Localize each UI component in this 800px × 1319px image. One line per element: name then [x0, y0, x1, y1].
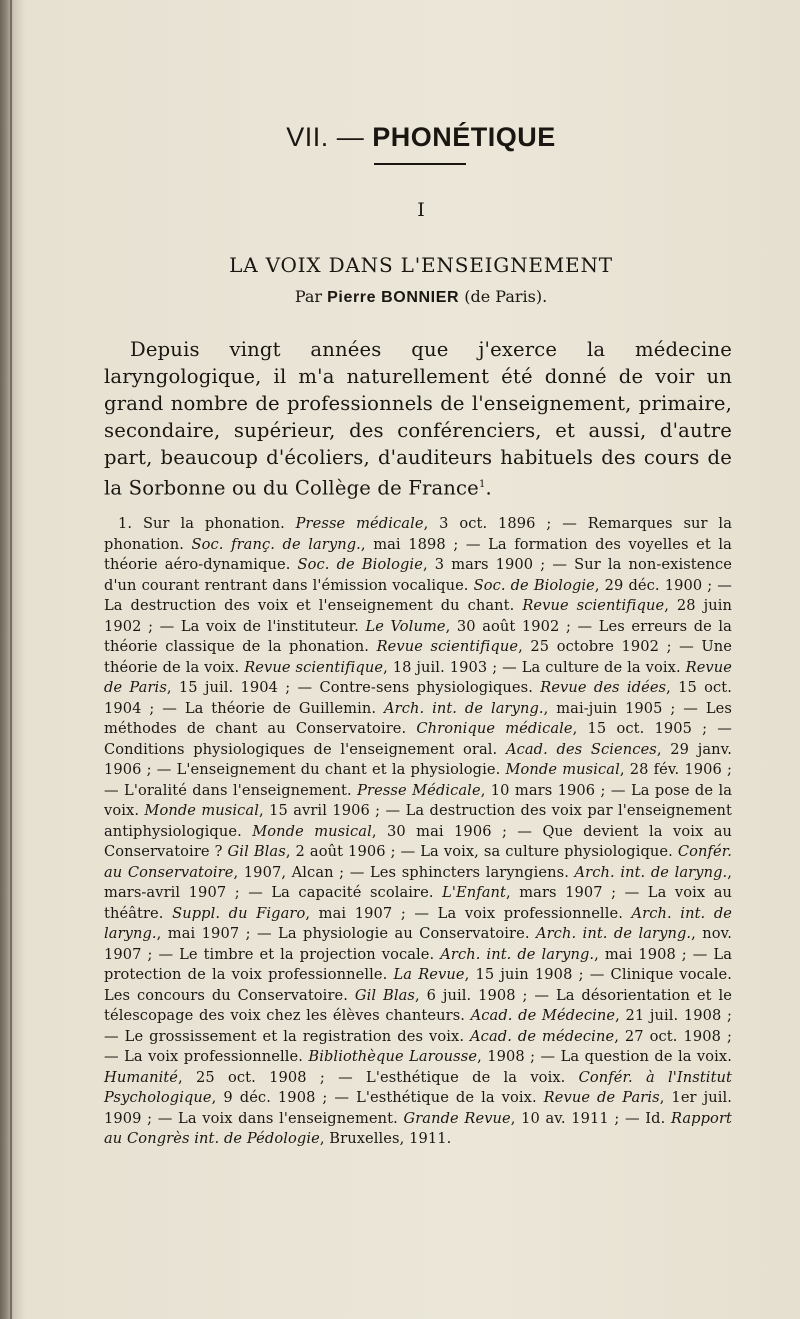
footnote-text: , 28 juin 1902 ; — La voix de l'instituteur.	[104, 597, 732, 635]
body-paragraph	[104, 336, 732, 502]
footnote-text: , 15 juil. 1904 ; — Contre-sens physiologiques.	[166, 679, 541, 696]
footnote-source-title: L'Enfant	[442, 884, 507, 901]
footnote-source-title: Soc. de Biologie	[473, 576, 595, 594]
title-rule	[374, 163, 466, 165]
footnote-text: , mars 1907 ; — La voix au théâtre.	[104, 884, 732, 922]
footnote-source-title: Monde musical	[144, 802, 260, 819]
footnote-text: , 10 mars 1906 ; — La pose de la voix.	[104, 781, 733, 819]
body-end: .	[485, 476, 492, 500]
footnote-text: , 21 juil. 1908 ; — Le grossissement et la registration des voix.	[104, 1007, 733, 1045]
chapter-title	[104, 122, 738, 153]
footnote-source-title: Revue de Paris	[543, 1089, 660, 1106]
footnote-text: , 15 juin 1908 ; — Clinique vocale. Les concours du Conservatoire.	[104, 966, 732, 1004]
footnote-source-title: Arch. int. de laryng.	[440, 945, 595, 963]
footnote-source-title: Chronique médicale	[416, 720, 573, 737]
footnote-text: , 1908 ; — La question de la voix.	[477, 1048, 732, 1065]
footnote-source-title: Arch. int. de laryng.	[383, 699, 544, 717]
section-number: I	[417, 199, 425, 221]
footnote-text: , 29 janv. 1906 ; — L'enseignement du chant et la physiologie.	[104, 740, 732, 778]
author-name: Pierre BONNIER	[327, 289, 460, 306]
footnote-text: , 29 déc. 1900 ; — La destruction des voix et l'enseignement du chant.	[104, 576, 732, 614]
footnote-text: , mai 1908 ; — La protection de la voix professionnelle.	[104, 945, 733, 983]
footnote-source-title: Acad. de Médecine	[470, 1007, 616, 1024]
footnote-source-title: Revue de Paris	[104, 658, 733, 696]
footnote-reference: 1	[478, 479, 486, 490]
footnote-source-title: Le Volume	[365, 617, 446, 635]
footnote-source-title: Acad. des Sciences	[505, 740, 657, 758]
footnote-text: , Bruxelles, 1911.	[319, 1130, 452, 1147]
footnote-text: , 9 déc. 1908 ; — L'esthétique de la voix.	[211, 1089, 544, 1106]
footnote-text: , 15 oct. 1905 ; — Conditions physiologiques de l'enseignement oral.	[104, 720, 732, 758]
footnote-text: , 1907, Alcan ; — Les sphincters laryngiens.	[233, 863, 575, 881]
footnote-source-title: Presse Médicale	[357, 781, 481, 799]
footnote-source-title: La Revue	[393, 966, 465, 983]
footnote-source-title: Revue scientifique	[244, 658, 384, 676]
footnote-text: , 25 oct. 1908 ; — L'esthétique de la voix.	[178, 1068, 579, 1086]
footnote-text: , nov. 1907 ; — Le timbre et la projection vocale.	[104, 925, 732, 963]
footnote-text: , 3 mars 1900 ; — Sur la non-existence d'un courant rentrant dans l'émission vocalique.	[104, 556, 733, 594]
footnote-source-title: Confér. à l'Institut Psychologique	[104, 1068, 732, 1106]
footnote-text: , 2 août 1906 ; — La voix, sa culture physiologique.	[285, 843, 678, 860]
footnote-text: , 15 oct. 1904 ; — La théorie de Guillemin.	[104, 679, 732, 717]
footnote-source-title: Soc. franç. de laryng.	[191, 535, 361, 553]
byline	[104, 287, 738, 307]
footnote-text: , 10 av. 1911 ; — Id.	[510, 1109, 671, 1127]
binding-edge	[10, 0, 12, 1319]
footnote-text: , 30 mai 1906 ; — Que devient la voix au Conservatoire ?	[104, 822, 732, 860]
footnote-text: , mai 1907 ; — La voix professionnelle.	[305, 904, 632, 922]
byline-prefix: Par	[294, 287, 323, 306]
footnote-source-title: Revue scientifique	[376, 638, 519, 655]
footnote-text: Sur la phonation.	[142, 515, 296, 532]
footnote-text: , 18 juil. 1903 ; — La culture de la voix.	[383, 658, 686, 676]
footnote-source-title: Arch. int. de laryng.	[535, 925, 692, 942]
body-text: Depuis vingt années que j'exerce la médecine laryngologique, il m'a naturellement été donné de voir un grand nombre de professionnels de l'enseignement, primaire, secondaire, supérieur, des conférenciers, et aussi, d'autre part, beaucoup d'écoliers, d'auditeurs habituels des cours de la Sorbonne ou du Collège de France	[104, 338, 732, 500]
footnote-text: , mai 1907 ; — La physiologie au Conservatoire.	[156, 925, 536, 942]
footnote-text: , 3 oct. 1896 ; — Remarques sur la phonation.	[104, 515, 732, 553]
footnote-text: , mars-avril 1907 ; — La capacité scolaire.	[104, 863, 733, 901]
footnote-source-title: Revue scientifique	[522, 597, 665, 614]
footnote-source-title: Gil Blas	[227, 843, 286, 860]
footnote-text: , 1er juil. 1909 ; — La voix dans l'enseignement.	[104, 1089, 733, 1127]
footnote-text: , 28 fév. 1906 ; — L'oralité dans l'enseignement.	[104, 761, 733, 799]
footnote-source-title: Humanité	[104, 1068, 179, 1086]
article-title: LA VOIX DANS L'ENSEIGNEMENT	[229, 253, 613, 277]
chapter-name: PHONÉTIQUE	[372, 122, 556, 152]
footnote-source-title: Acad. de médecine	[470, 1027, 615, 1045]
footnote-source-title: Gil Blas	[354, 986, 416, 1004]
footnote-text: , mai 1898 ; — La formation des voyelles et la théorie aéro-dynamique.	[104, 535, 732, 573]
footnote-source-title: Arch. int. de laryng.	[574, 863, 728, 881]
footnote-source-title: Monde musical	[505, 761, 620, 778]
byline-suffix: (de Paris).	[464, 287, 548, 306]
footnote-source-title: Arch. int. de laryng.	[104, 904, 733, 942]
footnote-text: , 27 oct. 1908 ; — La voix professionnelle.	[104, 1027, 732, 1065]
footnote-marker: 1.	[118, 515, 133, 532]
footnote	[104, 514, 732, 1150]
footnote-source-title: Confér. au Conservatoire	[104, 843, 732, 881]
footnote-source-title: Revue des idées	[540, 679, 667, 696]
footnote-text: , 25 octobre 1902 ; — Une théorie de la voix.	[104, 638, 733, 676]
footnote-source-title: Monde musical	[252, 822, 372, 840]
footnote-source-title: Soc. de Biologie	[297, 556, 423, 573]
footnote-text: , 30 août 1902 ; — Les erreurs de la théorie classique de la phonation.	[104, 617, 732, 655]
footnote-source-title: Presse médicale	[295, 515, 424, 532]
footnote-source-title: Grande Revue	[403, 1109, 511, 1127]
chapter-number: VII. —	[286, 122, 365, 152]
footnote-text: , 6 juil. 1908 ; — La désorientation et le télescopage des voix chez les élèves chanteurs.	[104, 986, 732, 1024]
footnote-text: , 15 avril 1906 ; — La destruction des voix par l'enseignement antiphysiologique.	[104, 802, 733, 840]
footnote-source-title: Rapport au Congrès int. de Pédologie	[104, 1109, 732, 1147]
footnote-source-title: Bibliothèque Larousse	[308, 1048, 478, 1065]
footnote-text: , mai-juin 1905 ; — Les méthodes de chant au Conservatoire.	[104, 699, 732, 737]
footnote-source-title: Suppl. du Figaro	[172, 904, 306, 922]
